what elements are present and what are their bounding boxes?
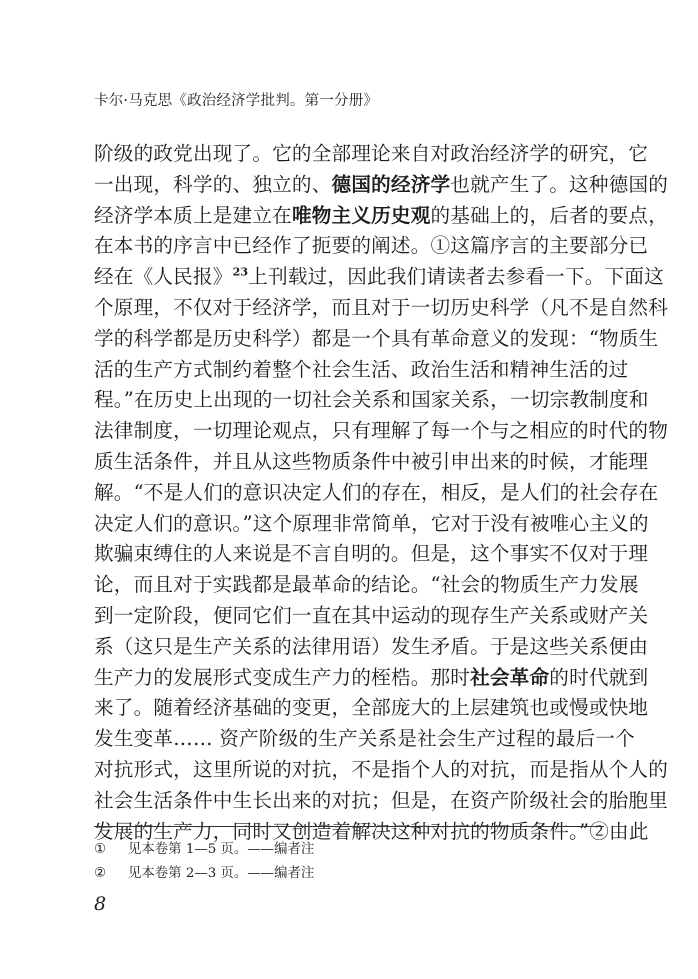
text-run: 的基础上的，后者的要点， bbox=[430, 203, 669, 227]
text-line bbox=[94, 724, 635, 755]
footnote-ref: 23 bbox=[232, 265, 249, 279]
footnote-divider bbox=[94, 826, 604, 827]
text-run: 一出现，科学的、独立的、 bbox=[94, 172, 332, 196]
text-run: 决定人们的意识。”这个原理非常简单，它对于没有被唯心主义的 bbox=[94, 511, 649, 535]
text-line bbox=[94, 786, 669, 817]
text-run: 质生活条件，并且从这些物质条件中被引申出来的时候，才能理 bbox=[94, 449, 649, 473]
text-run: 论，而且对于实践都是最革命的结论。“社会的物质生产力发展 bbox=[94, 573, 639, 597]
bold-term: 德国的经济学 bbox=[331, 172, 451, 196]
text-run: 法律制度，一切理论观点，只有理解了每一个与之相应的时代的物 bbox=[94, 419, 669, 443]
main-text bbox=[94, 139, 669, 847]
page-number: 8 bbox=[94, 893, 107, 915]
text-line bbox=[94, 447, 649, 478]
text-run: 经在《人民报》 bbox=[94, 265, 233, 289]
text-line bbox=[94, 478, 659, 509]
footnote-mark: ① bbox=[94, 842, 107, 857]
text-line bbox=[94, 663, 649, 694]
text-line bbox=[94, 170, 669, 201]
text-run: 的时代就到 bbox=[549, 665, 649, 689]
text-run: 到一定阶段，便同它们一直在其中运动的现存生产关系或财产关 bbox=[94, 603, 649, 627]
footnote-1 bbox=[94, 838, 314, 862]
text-line bbox=[94, 385, 649, 416]
text-run: 来了。随着经济基础的变更，全部庞大的上层建筑也或慢或快地 bbox=[94, 696, 649, 720]
text-run: 学的科学都是历史科学）都是一个具有革命意义的发现：“物质生 bbox=[94, 326, 659, 350]
bold-term: 唯物主义历史观 bbox=[291, 203, 431, 227]
text-run: 上刊载过，因此我们请读者去参看一下。下面这 bbox=[248, 265, 664, 289]
text-run: 个原理，不仅对于经济学，而且对于一切历史科学（凡不是自然科 bbox=[94, 295, 669, 319]
text-run: 系（这只是生产关系的法律用语）发生矛盾。于是这些关系便由 bbox=[94, 634, 649, 658]
text-run: 经济学本质上是建立在 bbox=[94, 203, 292, 227]
text-line bbox=[94, 201, 669, 232]
running-header: 卡尔·马克思《政治经济学批判。第一分册》 bbox=[94, 93, 379, 109]
text-line bbox=[94, 139, 649, 170]
text-line bbox=[94, 539, 649, 570]
text-run: 也就产生了。这种德国的 bbox=[450, 172, 669, 196]
text-line bbox=[94, 324, 659, 355]
footnote-text: 见本卷第 1—5 页。——编者注 bbox=[128, 842, 315, 857]
text-line bbox=[94, 570, 639, 601]
text-line bbox=[94, 262, 664, 293]
text-run: 活的生产方式制约着整个社会生活、政治生活和精神生活的过 bbox=[94, 357, 629, 381]
text-run: 社会生活条件中生长出来的对抗；但是，在资产阶级社会的胎胞里 bbox=[94, 788, 669, 812]
text-run: 生产力的发展形式变成生产力的桎梏。那时 bbox=[94, 665, 471, 689]
footnotes bbox=[94, 838, 314, 886]
text-run: 欺骗束缚住的人来说是不言自明的。但是，这个事实不仅对于理 bbox=[94, 542, 649, 566]
footnote-2 bbox=[94, 862, 314, 886]
text-run: 阶级的政党出现了。它的全部理论来自对政治经济学的研究，它 bbox=[94, 142, 649, 165]
text-line bbox=[94, 416, 669, 447]
text-run: 在本书的序言中已经作了扼要的阐述。①这篇序言的主要部分已 bbox=[94, 234, 649, 258]
text-run: 发生变革…… 资产阶级的生产关系是社会生产过程的最后一个 bbox=[94, 727, 635, 751]
bold-term: 社会革命 bbox=[470, 665, 550, 689]
text-line bbox=[94, 293, 669, 324]
text-line bbox=[94, 355, 629, 386]
text-line bbox=[94, 693, 649, 724]
text-line bbox=[94, 601, 649, 632]
text-run: 解。“不是人们的意识决定人们的存在，相反，是人们的社会存在 bbox=[94, 480, 659, 504]
text-line bbox=[94, 632, 649, 663]
text-run: 对抗形式，这里所说的对抗，不是指个人的对抗，而是指从个人的 bbox=[94, 757, 669, 781]
text-run: 程。”在历史上出现的一切社会关系和国家关系，一切宗教制度和 bbox=[94, 388, 649, 412]
text-line bbox=[94, 509, 649, 540]
text-line bbox=[94, 231, 649, 262]
footnote-text: 见本卷第 2—3 页。——编者注 bbox=[128, 866, 315, 881]
text-line bbox=[94, 755, 669, 786]
footnote-mark: ② bbox=[94, 866, 107, 881]
text-run: 发展的生产力，同时又创造着解决这种对抗的物质条件。”②由此 bbox=[94, 819, 649, 843]
